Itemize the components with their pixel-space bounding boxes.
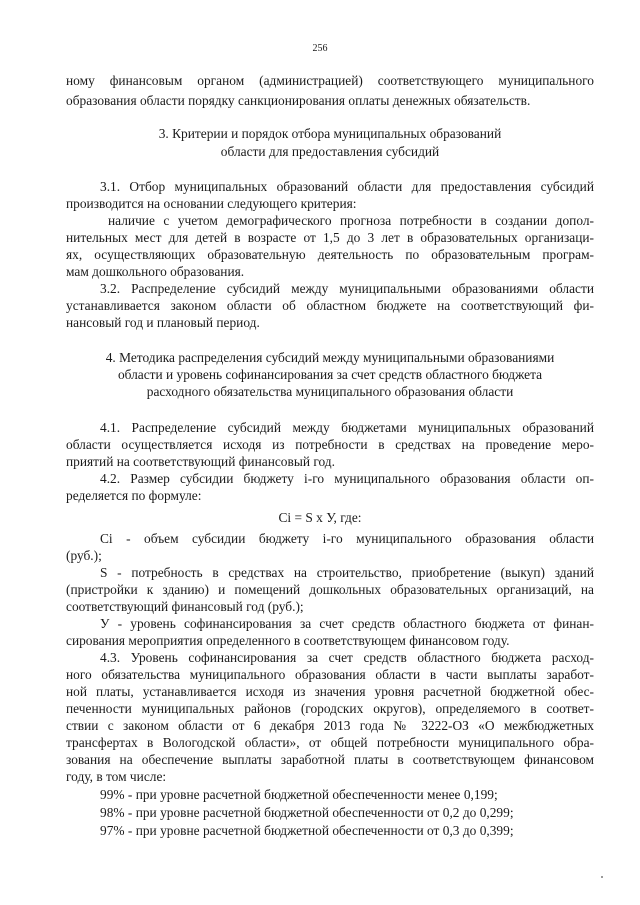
text-line: зования на обеспечение выплаты заработной платы в соответствующем финансовом <box>66 752 594 767</box>
text-line: наличие с учетом демографического прогноза потребности в создании допол- <box>108 213 594 228</box>
formula: Ci = S x У, где: <box>278 510 362 525</box>
section-heading: области для предоставления субсидий <box>220 144 440 159</box>
scan-speck <box>601 876 603 878</box>
list-item: 97% - при уровне расчетной бюджетной обеспеченности от 0,3 до 0,399; <box>100 823 514 838</box>
text-line: производится на основании следующего критерия: <box>66 196 357 211</box>
text-line: ного обязательства муниципального образования области в части выплаты заработ- <box>66 667 594 682</box>
text-line: S - потребность в средствах на строительство, приобретение (выкуп) зданий <box>100 565 594 580</box>
text-line: 3.2. Распределение субсидий между муниципальными образованиями области <box>100 281 594 296</box>
page-number: 256 <box>312 43 328 54</box>
text-line: 4.2. Размер субсидии бюджету i-го муниципального образования области оп- <box>100 471 594 486</box>
text-line: мам дошкольного образования. <box>66 264 245 279</box>
text-line: трансфертах в Вологодской области», от общей потребности муниципального обра- <box>66 735 594 750</box>
text-line: ях, осуществляющих образовательную деятельность по образовательным програм- <box>66 247 594 262</box>
text-line: печенности муниципальных районов (городских округов), определяемого в соответ- <box>66 701 594 716</box>
section-heading: 4. Методика распределения субсидий между муниципальными образованиями <box>105 350 555 365</box>
text-line: У - уровень софинансирования за счет средств областного бюджета от финан- <box>100 616 594 631</box>
text-line: ределяется по формуле: <box>66 488 202 503</box>
section-heading: 3. Критерии и порядок отбора муниципальных образований <box>158 126 502 141</box>
text-line: Ci - объем субсидии бюджету i-го муниципального образования области <box>100 531 594 546</box>
text-line: сирования мероприятия определенного в соответствующем финансовом году. <box>66 633 510 648</box>
text-line: (пристройки к зданию) и помещений дошкольных образовательных организаций, на <box>66 582 594 597</box>
section-heading: расходного обязательства муниципального образования области <box>146 384 514 399</box>
text-line: (руб.); <box>66 548 102 563</box>
list-item: 99% - при уровне расчетной бюджетной обеспеченности менее 0,199; <box>100 787 498 802</box>
text-line: году, в том числе: <box>66 769 167 784</box>
text-line: нансовый год и плановый период. <box>66 315 260 330</box>
text-line: 4.1. Распределение субсидий между бюджетами муниципальных образований <box>100 420 594 435</box>
text-line: нительных мест для детей в возрасте от 1,5 до 3 лет в образовательных организаци- <box>66 230 594 245</box>
text-line: области осуществляется исходя из потребности в средствах на проведение меро- <box>66 437 594 452</box>
text-line: ному финансовым органом (администрацией) соответствующего муниципального <box>66 73 594 88</box>
text-line: устанавливается законом области об областном бюджете на соответствующий фи- <box>66 298 594 313</box>
text-line: приятий на соответствующий финансовый год. <box>66 454 335 469</box>
section-heading: области и уровень софинансирования за счет средств областного бюджета <box>117 367 543 382</box>
text-line: ствии с законом области от 6 декабря 2013 года № 3222-ОЗ «О межбюджетных <box>66 718 594 733</box>
text-line: ной платы, устанавливается исходя из значения уровня расчетной бюджетной обес- <box>66 684 594 699</box>
list-item: 98% - при уровне расчетной бюджетной обеспеченности от 0,2 до 0,299; <box>100 805 514 820</box>
text-line: соответствующий финансовый год (руб.); <box>66 599 304 614</box>
text-line: образования области порядку санкционирования оплаты денежных обязательств. <box>66 93 531 108</box>
text-line: 3.1. Отбор муниципальных образований области для предоставления субсидий <box>100 179 594 194</box>
text-line: 4.3. Уровень софинансирования за счет средств областного бюджета расход- <box>100 650 594 665</box>
